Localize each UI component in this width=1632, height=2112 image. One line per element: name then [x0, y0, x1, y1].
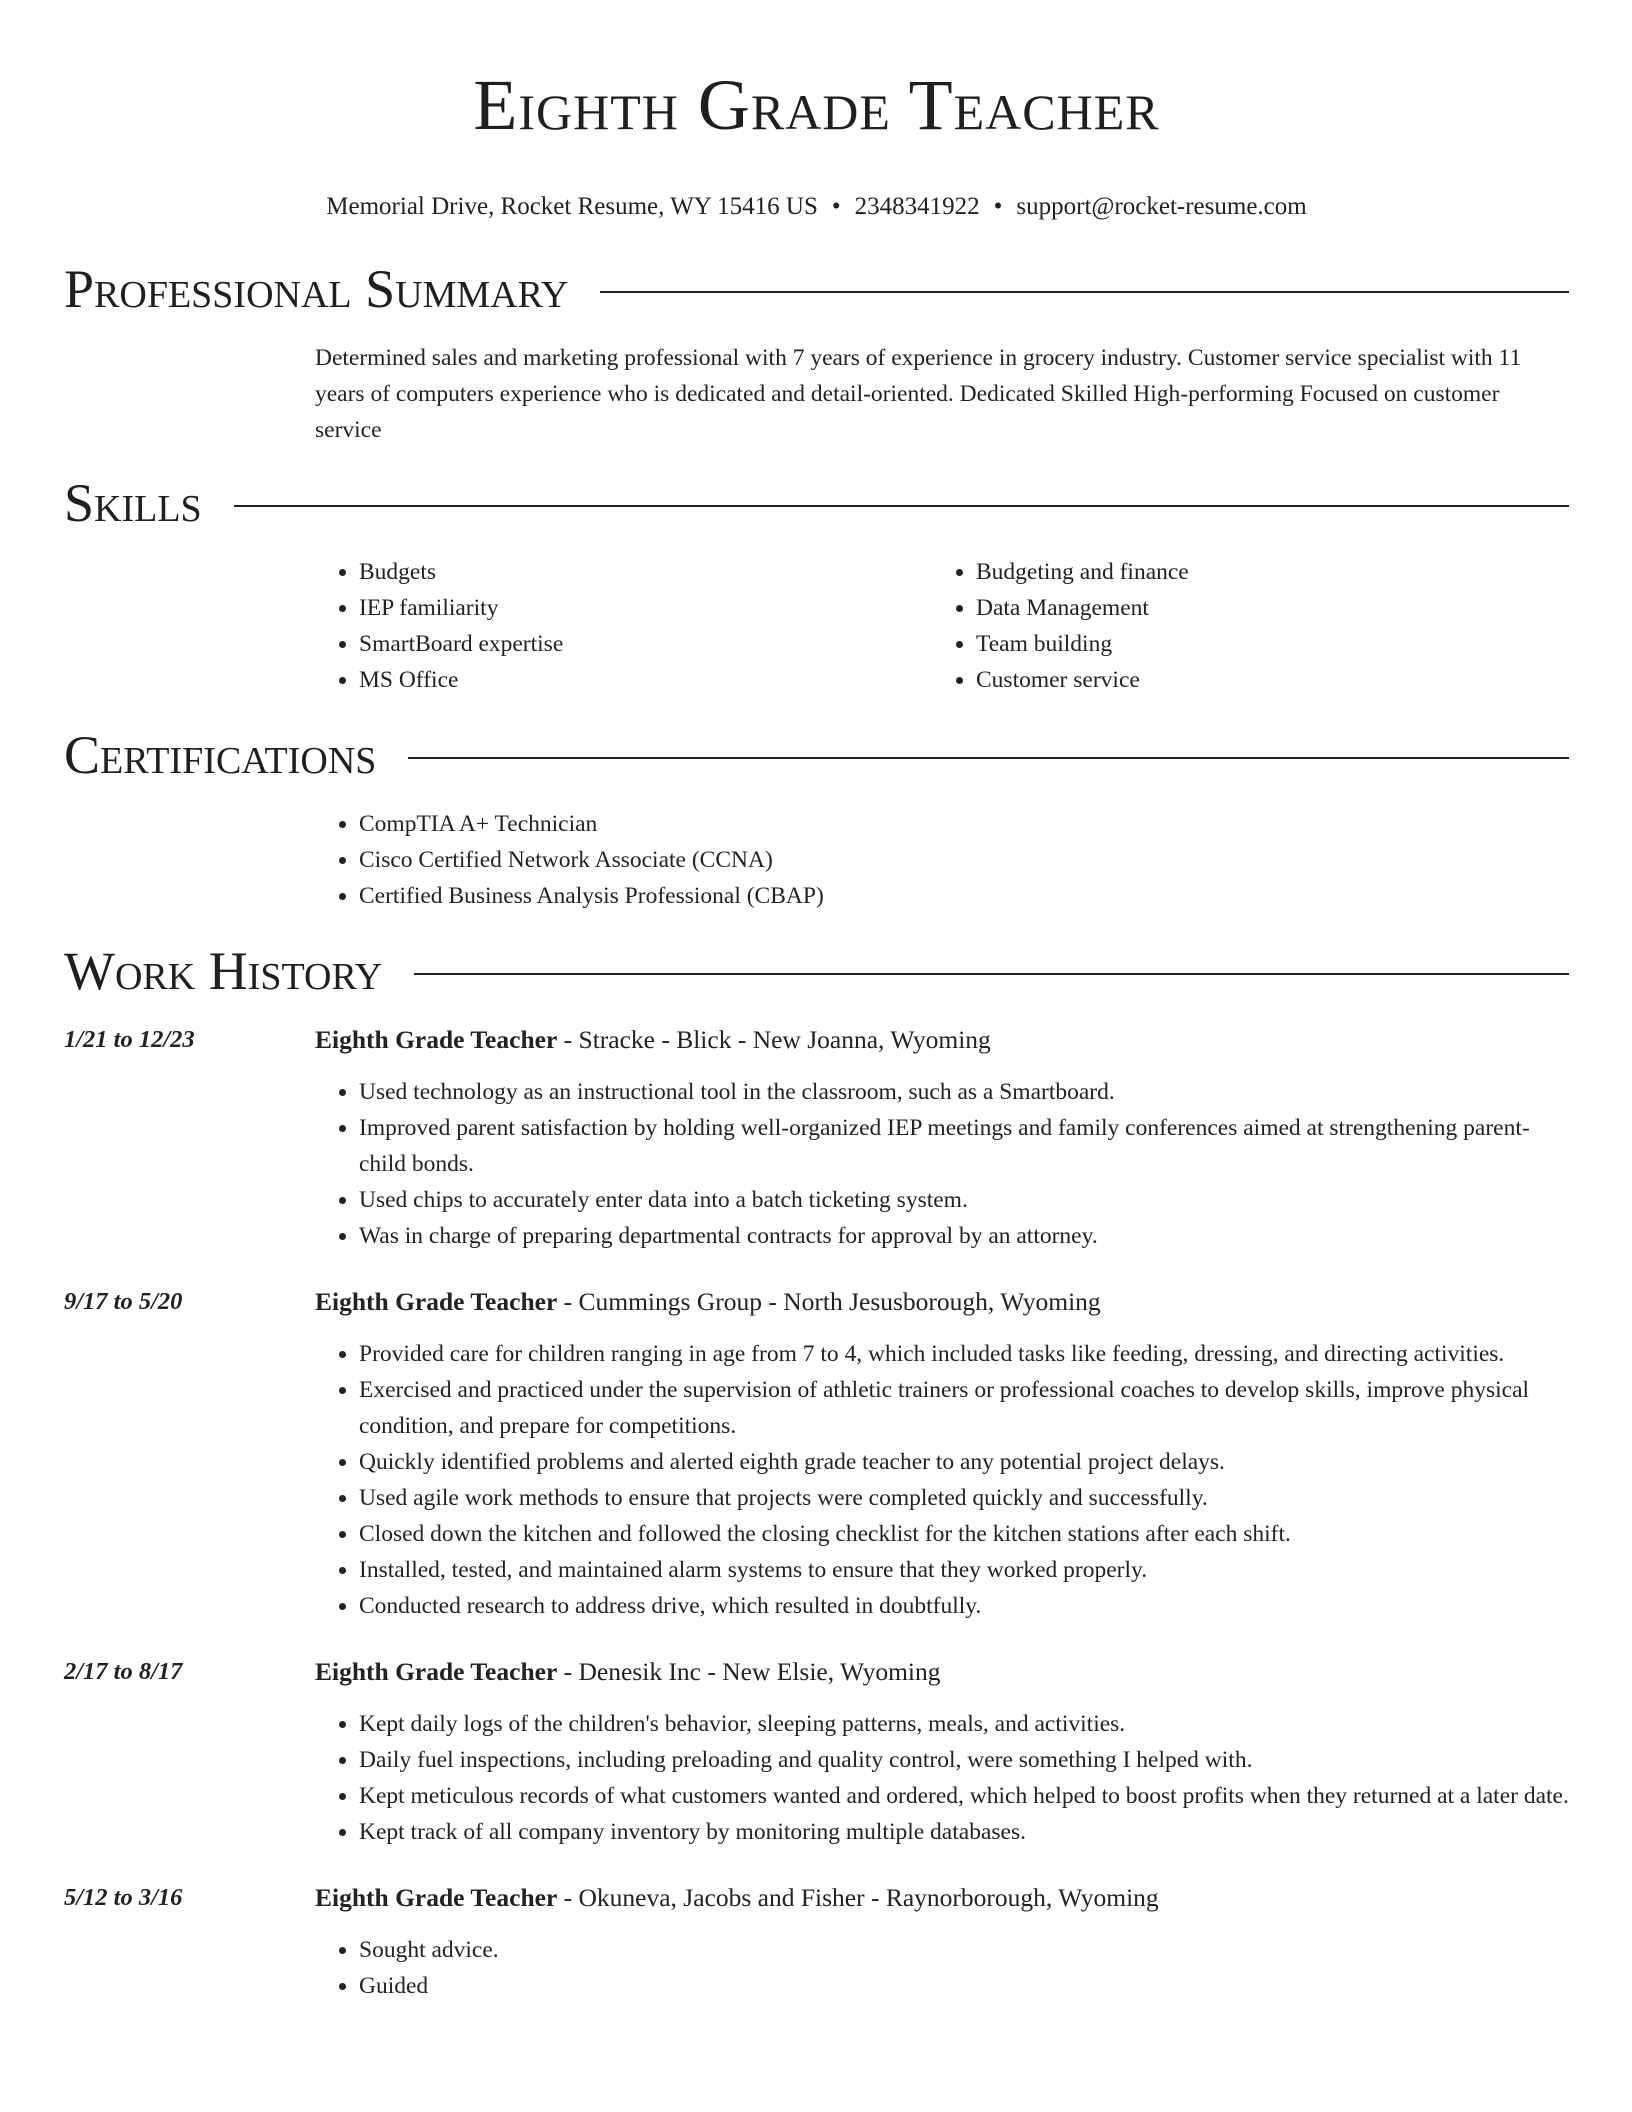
summary-header: [64, 254, 1569, 324]
skills-title: Skills: [64, 473, 202, 533]
certifications-header: [64, 720, 1569, 790]
skill-item: • SmartBoard expertise: [359, 626, 932, 662]
work-history-header: [64, 936, 1569, 1006]
job-dates: 5/12 to 3/16: [64, 1884, 183, 1911]
job-bullet: • Kept track of all company inventory by monitoring multiple databases.: [359, 1814, 1569, 1850]
job-bullet: • Sought advice.: [359, 1932, 1569, 1968]
job-heading: [315, 1284, 1569, 1320]
summary-text: Determined sales and marketing professional with 7 years of experience in grocery industry. Customer service specialist with 11 years of computers experience who is dedicated and detail-oriented. Dedicated Skilled High-performing Focused on customer service: [315, 345, 1522, 443]
job-bullet: • Conducted research to address drive, which resulted in doubtfully.: [359, 1588, 1569, 1624]
job-heading: [315, 1654, 1569, 1690]
job-dates: 1/21 to 12/23: [64, 1026, 195, 1053]
certifications-section: [64, 720, 1569, 914]
skill-item: • Budgets: [359, 554, 932, 590]
section-divider: [408, 757, 1569, 759]
contact-email: support@rocket-resume.com: [1016, 193, 1307, 220]
summary-section: [64, 254, 1569, 448]
skill-item: • MS Office: [359, 662, 932, 698]
job-bullet: • Used chips to accurately enter data into a batch ticketing system.: [359, 1182, 1569, 1218]
contact-address: Memorial Drive, Rocket Resume, WY 15416 US: [326, 193, 818, 220]
job-entry: [64, 1880, 1569, 2004]
job-dates: 2/17 to 8/17: [64, 1658, 183, 1685]
job-bullets: [315, 1932, 1569, 2004]
job-title: Eighth Grade Teacher: [315, 1287, 558, 1316]
job-employer-location: - Denesik Inc - New Elsie, Wyoming: [557, 1657, 941, 1686]
job-title: Eighth Grade Teacher: [315, 1657, 558, 1686]
job-content: [315, 1284, 1569, 1624]
job-bullet: • Daily fuel inspections, including preloading and quality control, were something I helped with.: [359, 1742, 1569, 1778]
certifications-list: [315, 806, 1569, 914]
skill-item: • Budgeting and finance: [976, 554, 1549, 590]
resume-name: Eighth Grade Teacher: [473, 65, 1160, 145]
skills-column-left: [315, 554, 932, 698]
summary-body: [315, 340, 1569, 448]
job-bullet: • Kept meticulous records of what customers wanted and ordered, which helped to boost profits when they returned at a later date.: [359, 1778, 1569, 1814]
skill-item: • Team building: [976, 626, 1549, 662]
job-content: [315, 1022, 1569, 1254]
skills-column-right: [932, 554, 1549, 698]
contact-phone: 2348341922: [854, 193, 980, 220]
skill-item: • IEP familiarity: [359, 590, 932, 626]
job-dates: 9/17 to 5/20: [64, 1288, 183, 1315]
job-content: [315, 1654, 1569, 1850]
skills-body: [315, 554, 1569, 698]
certification-item: • CompTIA A+ Technician: [359, 806, 1569, 842]
job-bullets: [315, 1074, 1569, 1254]
section-divider: [234, 505, 1569, 507]
job-bullet: • Provided care for children ranging in age from 7 to 4, which included tasks like feeding, dressing, and directing activities.: [359, 1336, 1569, 1372]
job-bullet: • Closed down the kitchen and followed the closing checklist for the kitchen stations after each shift.: [359, 1516, 1569, 1552]
skill-item: • Customer service: [976, 662, 1549, 698]
job-entry: [64, 1654, 1569, 1850]
job-bullet: • Guided: [359, 1968, 1569, 2004]
work-history-section: [64, 936, 1569, 2004]
contact-separator: •: [831, 193, 841, 220]
certifications-title: Certifications: [64, 725, 377, 785]
job-employer-location: - Okuneva, Jacobs and Fisher - Raynorborough, Wyoming: [557, 1883, 1159, 1912]
job-bullet: • Was in charge of preparing departmental contracts for approval by an attorney.: [359, 1218, 1569, 1254]
section-divider: [414, 973, 1569, 975]
skill-item: • Data Management: [976, 590, 1549, 626]
job-entry: [64, 1022, 1569, 1254]
skills-section: [64, 468, 1569, 698]
summary-title: Professional Summary: [64, 259, 569, 319]
job-bullet: • Installed, tested, and maintained alarm systems to ensure that they worked properly.: [359, 1552, 1569, 1588]
certification-item: • Certified Business Analysis Professional (CBAP): [359, 878, 1569, 914]
job-heading: [315, 1022, 1569, 1058]
certification-item: • Cisco Certified Network Associate (CCNA): [359, 842, 1569, 878]
job-title: Eighth Grade Teacher: [315, 1025, 558, 1054]
job-content: [315, 1880, 1569, 2004]
job-bullet: • Kept daily logs of the children's behavior, sleeping patterns, meals, and activities.: [359, 1706, 1569, 1742]
job-bullets: [315, 1706, 1569, 1850]
job-employer-location: - Cummings Group - North Jesusborough, Wyoming: [557, 1287, 1101, 1316]
skills-header: [64, 468, 1569, 538]
job-heading: [315, 1880, 1569, 1916]
job-bullet: • Quickly identified problems and alerted eighth grade teacher to any potential project delays.: [359, 1444, 1569, 1480]
job-bullet: • Used agile work methods to ensure that projects were completed quickly and successfully.: [359, 1480, 1569, 1516]
skills-list-left: [315, 554, 932, 698]
job-bullets: [315, 1336, 1569, 1624]
certifications-body: [315, 806, 1569, 914]
skills-list-right: [932, 554, 1549, 698]
contact-separator: •: [993, 193, 1003, 220]
section-divider: [600, 291, 1569, 293]
job-bullet: • Used technology as an instructional tool in the classroom, such as a Smartboard.: [359, 1074, 1569, 1110]
contact-line: [64, 192, 1569, 222]
job-bullet: • Exercised and practiced under the supervision of athletic trainers or professional coaches to develop skills, improve physical condition, and prepare for competitions.: [359, 1372, 1569, 1444]
job-bullet: • Improved parent satisfaction by holding well-organized IEP meetings and family conferences aimed at strengthening parent-child bonds.: [359, 1110, 1569, 1182]
job-entry: [64, 1284, 1569, 1624]
job-title: Eighth Grade Teacher: [315, 1883, 558, 1912]
work-history-title: Work History: [64, 941, 383, 1001]
job-employer-location: - Stracke - Blick - New Joanna, Wyoming: [557, 1025, 991, 1054]
